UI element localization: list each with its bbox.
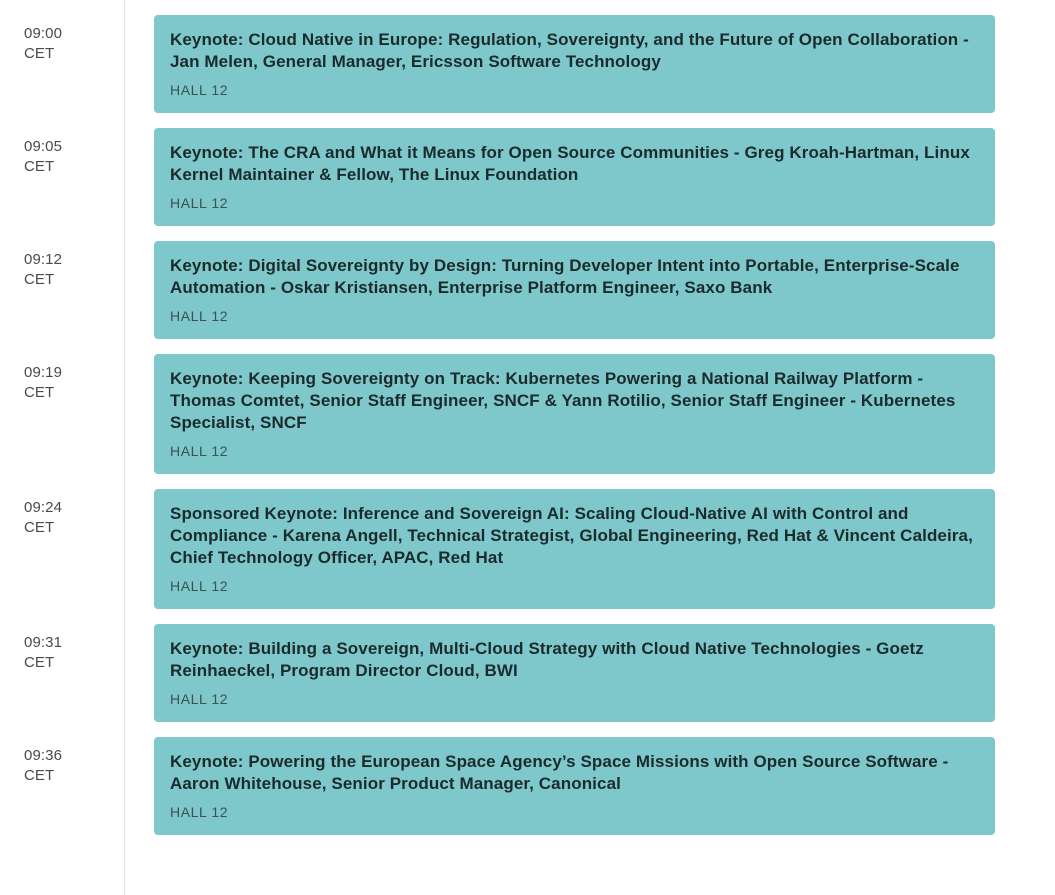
list-item (0, 0, 1055, 113)
session-card-wrapper (124, 609, 1055, 722)
list-item (0, 113, 1055, 226)
session-time-start: 09:05 (24, 138, 63, 155)
session-title: Keynote: Keeping Sovereignty on Track: Kubernetes Powering a National Railway Platform - Thomas Comtet, Senior Staff Engineer, SNCF & Yann Rotilio, Senior Staff Engineer - Kubernetes Specialist, SNCF (170, 369, 956, 432)
session-location: HALL 12 (170, 578, 229, 594)
session-time (0, 339, 124, 403)
session-card-wrapper (124, 339, 1055, 474)
session-location: HALL 12 (170, 804, 229, 820)
session-title: Keynote: The CRA and What it Means for Open Source Communities - Greg Kroah-Hartman, Linux Kernel Maintainer & Fellow, The Linux Foundation (170, 143, 970, 184)
session-title: Sponsored Keynote: Inference and Sovereign AI: Scaling Cloud-Native AI with Control and Compliance - Karena Angell, Technical Strategist, Global Engineering, Red Hat & Vincent Caldeira, Chief Technology Officer, APAC, Red Hat (170, 504, 973, 567)
session-time-zone: CET (24, 654, 55, 671)
session-time (0, 226, 124, 290)
session-card[interactable] (154, 489, 995, 609)
list-item (0, 722, 1055, 835)
session-time-start: 09:19 (24, 364, 63, 381)
session-time-zone: CET (24, 384, 55, 401)
session-location: HALL 12 (170, 308, 229, 324)
session-card[interactable] (154, 624, 995, 722)
session-card-wrapper (124, 474, 1055, 609)
session-time (0, 113, 124, 177)
session-time-zone: CET (24, 158, 55, 175)
session-time-zone: CET (24, 45, 55, 62)
session-card-wrapper (124, 722, 1055, 835)
list-item (0, 474, 1055, 609)
session-time-start: 09:00 (24, 25, 63, 42)
session-card[interactable] (154, 128, 995, 226)
session-card[interactable] (154, 737, 995, 835)
session-card-wrapper (124, 113, 1055, 226)
session-time-start: 09:36 (24, 747, 63, 764)
session-card-wrapper (124, 0, 1055, 113)
session-time (0, 474, 124, 538)
session-time-start: 09:12 (24, 251, 63, 268)
list-item (0, 226, 1055, 339)
session-card[interactable] (154, 15, 995, 113)
session-card[interactable] (154, 354, 995, 474)
session-card-wrapper (124, 226, 1055, 339)
session-time (0, 722, 124, 786)
session-title: Keynote: Building a Sovereign, Multi-Cloud Strategy with Cloud Native Technologies - Goetz Reinhaeckel, Program Director Cloud, BWI (170, 639, 924, 680)
session-time (0, 609, 124, 673)
session-time-start: 09:24 (24, 499, 63, 516)
session-location: HALL 12 (170, 195, 229, 211)
session-location: HALL 12 (170, 82, 229, 98)
list-item (0, 339, 1055, 474)
session-location: HALL 12 (170, 443, 229, 459)
session-card[interactable] (154, 241, 995, 339)
session-time (0, 0, 124, 64)
session-time-zone: CET (24, 767, 55, 784)
session-time-zone: CET (24, 271, 55, 288)
session-title: Keynote: Digital Sovereignty by Design: Turning Developer Intent into Portable, Enterprise-Scale Automation - Oskar Kristiansen, Enterprise Platform Engineer, Saxo Bank (170, 256, 960, 297)
session-title: Keynote: Cloud Native in Europe: Regulation, Sovereignty, and the Future of Open Collaboration - Jan Melen, General Manager, Ericsson Software Technology (170, 30, 969, 71)
session-title: Keynote: Powering the European Space Agency’s Space Missions with Open Source Software - Aaron Whitehouse, Senior Product Manager, Canonical (170, 752, 949, 793)
session-time-start: 09:31 (24, 634, 63, 651)
list-item (0, 609, 1055, 722)
session-time-zone: CET (24, 519, 55, 536)
session-location: HALL 12 (170, 691, 229, 707)
